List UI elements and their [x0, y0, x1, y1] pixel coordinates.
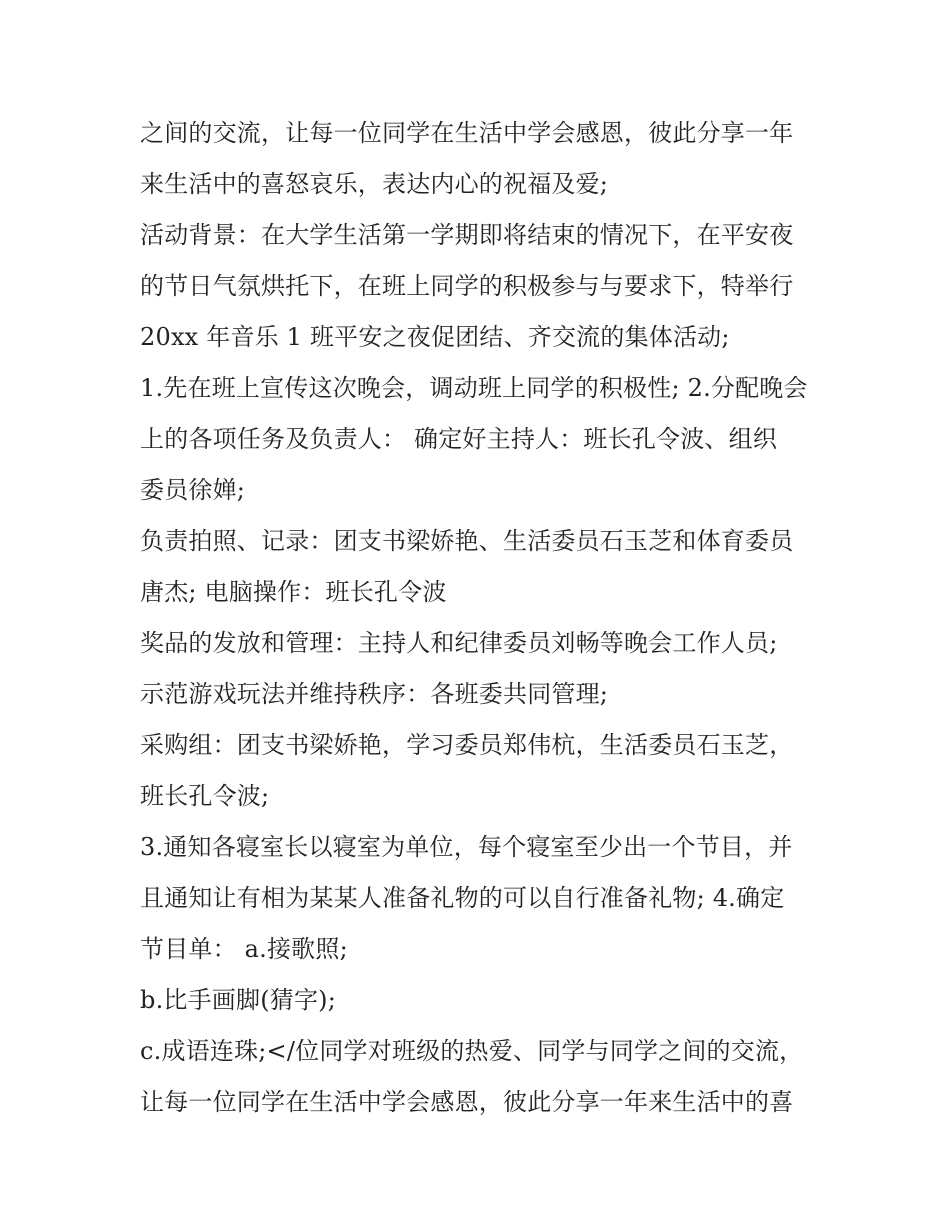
text-line: 3.通知各寝室长以寝室为单位，每个寝室至少出一个节目，并	[140, 833, 793, 861]
text-line: 上的各项任务及负责人： 确定好主持人：班长孔令波、组织	[140, 425, 778, 453]
text-line: 1.先在班上宣传这次晚会，调动班上同学的积极性; 2.分配晚会	[140, 374, 808, 402]
text-line: 班长孔令波;	[140, 782, 270, 810]
text-line: 示范游戏玩法并维持秩序：各班委共同管理;	[140, 680, 609, 708]
text-line: 采购组：团支书梁娇艳，学习委员郑伟杭，生活委员石玉芝，	[140, 731, 794, 759]
text-line: 的节日气氛烘托下，在班上同学的积极参与与要求下，特举行	[140, 272, 794, 300]
text-line: 负责拍照、记录：团支书梁娇艳、生活委员石玉芝和体育委员	[140, 527, 794, 555]
text-line: 且通知让有相为某某人准备礼物的可以自行准备礼物; 4.确定	[140, 884, 785, 912]
text-line: 节目单： a.接歌照;	[140, 935, 348, 963]
text-line: 委员徐婵;	[140, 476, 246, 504]
text-line: 来生活中的喜怒哀乐，表达内心的祝福及爱;	[140, 170, 609, 198]
text-line: 唐杰; 电脑操作：班长孔令波	[140, 578, 447, 606]
text-line: 让每一位同学在生活中学会感恩，彼此分享一年来生活中的喜	[140, 1088, 794, 1116]
body-text	[140, 108, 840, 1128]
text-line: 活动背景：在大学生活第一学期即将结束的情况下，在平安夜	[140, 221, 794, 249]
text-line: 20xx 年音乐 1 班平安之夜促团结、齐交流的集体活动;	[140, 323, 730, 351]
text-line: b.比手画脚(猜字);	[140, 986, 337, 1014]
text-line: c.成语连珠;</位同学对班级的热爱、同学与同学之间的交流，	[140, 1037, 804, 1065]
text-line: 奖品的发放和管理：主持人和纪律委员刘畅等晚会工作人员;	[140, 629, 778, 657]
text-line: 之间的交流，让每一位同学在生活中学会感恩，彼此分享一年	[140, 119, 794, 147]
